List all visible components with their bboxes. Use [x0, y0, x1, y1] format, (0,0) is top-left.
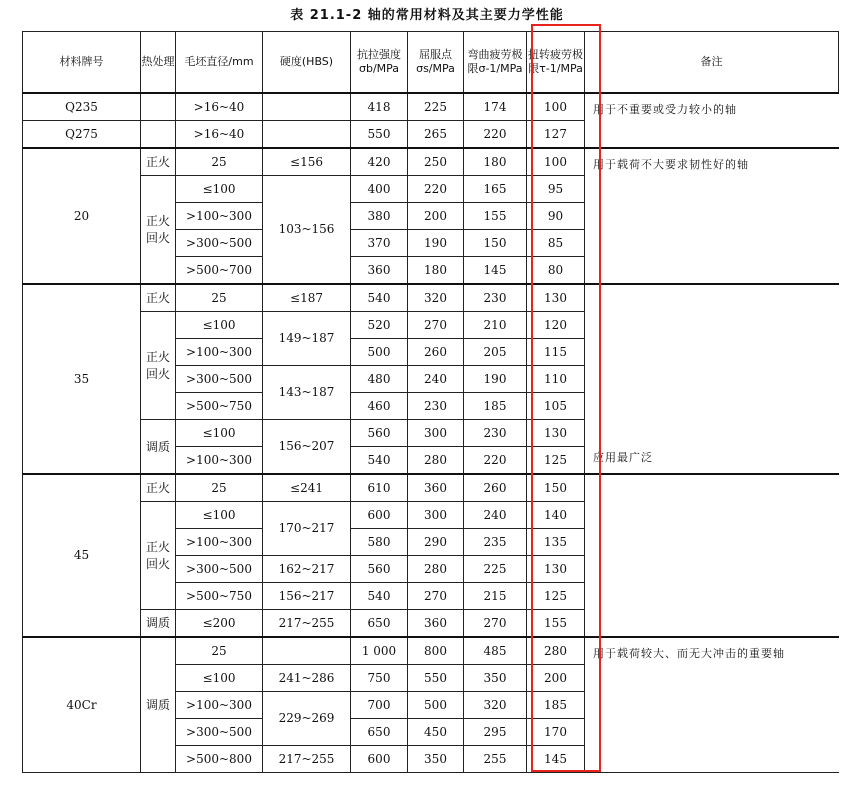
- cell-diameter: ≤100: [176, 419, 263, 446]
- cell-yield: 240: [408, 365, 464, 392]
- cell-bend: 205: [464, 338, 527, 365]
- cell-yield: 270: [408, 582, 464, 609]
- cell-yield: 500: [408, 691, 464, 718]
- header-yield: 屈服点σs/MPa: [408, 32, 464, 93]
- note-cell: [585, 474, 839, 637]
- cell-bend: 240: [464, 501, 527, 528]
- cell-tensile: 560: [351, 555, 408, 582]
- cell-heat: 调质: [141, 419, 176, 474]
- header-hardness: 硬度(HBS): [263, 32, 351, 93]
- cell-bend: 190: [464, 365, 527, 392]
- cell-torsion: 127: [527, 120, 585, 148]
- cell-diameter: >100~300: [176, 202, 263, 229]
- cell-material: 35: [23, 284, 141, 474]
- cell-tensile: 750: [351, 664, 408, 691]
- cell-diameter: >300~500: [176, 229, 263, 256]
- cell-hardness: 149~187: [263, 311, 351, 365]
- cell-tensile: 700: [351, 691, 408, 718]
- cell-heat: [141, 120, 176, 148]
- cell-bend: 220: [464, 446, 527, 474]
- cell-bend: 185: [464, 392, 527, 419]
- cell-tensile: 520: [351, 311, 408, 338]
- cell-heat: 调质: [141, 609, 176, 637]
- cell-torsion: 100: [527, 93, 585, 121]
- cell-diameter: 25: [176, 637, 263, 665]
- cell-torsion: 95: [527, 175, 585, 202]
- header-torsion: 扭转疲劳极限τ-1/MPa: [527, 32, 585, 93]
- cell-bend: 235: [464, 528, 527, 555]
- cell-diameter: >100~300: [176, 528, 263, 555]
- header-material: 材料牌号: [23, 32, 141, 93]
- cell-bend: 260: [464, 474, 527, 502]
- cell-yield: 360: [408, 474, 464, 502]
- cell-bend: 150: [464, 229, 527, 256]
- cell-yield: 270: [408, 311, 464, 338]
- cell-tensile: 540: [351, 446, 408, 474]
- cell-diameter: >16~40: [176, 93, 263, 121]
- cell-heat: 正火回火: [141, 311, 176, 419]
- cell-torsion: 170: [527, 718, 585, 745]
- cell-tensile: 650: [351, 609, 408, 637]
- cell-diameter: >100~300: [176, 691, 263, 718]
- cell-yield: 260: [408, 338, 464, 365]
- cell-tensile: 560: [351, 419, 408, 446]
- cell-bend: 145: [464, 256, 527, 284]
- cell-tensile: 370: [351, 229, 408, 256]
- note-cell: 用于不重要或受力较小的轴: [585, 93, 839, 148]
- cell-torsion: 115: [527, 338, 585, 365]
- cell-hardness: 217~255: [263, 609, 351, 637]
- cell-diameter: 25: [176, 474, 263, 502]
- cell-torsion: 145: [527, 745, 585, 772]
- cell-yield: 280: [408, 555, 464, 582]
- cell-bend: 174: [464, 93, 527, 121]
- cell-hardness: 241~286: [263, 664, 351, 691]
- cell-yield: 180: [408, 256, 464, 284]
- cell-bend: 220: [464, 120, 527, 148]
- header-row: [23, 32, 839, 93]
- cell-torsion: 110: [527, 365, 585, 392]
- header-tensile: 抗拉强度σb/MPa: [351, 32, 408, 93]
- cell-tensile: 550: [351, 120, 408, 148]
- table-row: [23, 148, 839, 176]
- cell-bend: 320: [464, 691, 527, 718]
- cell-torsion: 125: [527, 582, 585, 609]
- cell-bend: 155: [464, 202, 527, 229]
- cell-heat: 调质: [141, 637, 176, 773]
- cell-hardness: 217~255: [263, 745, 351, 772]
- cell-diameter: ≤100: [176, 175, 263, 202]
- cell-yield: 250: [408, 148, 464, 176]
- cell-tensile: 540: [351, 284, 408, 312]
- cell-torsion: 105: [527, 392, 585, 419]
- cell-torsion: 140: [527, 501, 585, 528]
- cell-torsion: 125: [527, 446, 585, 474]
- cell-heat: 正火: [141, 148, 176, 176]
- cell-yield: 200: [408, 202, 464, 229]
- cell-material: 45: [23, 474, 141, 637]
- cell-torsion: 85: [527, 229, 585, 256]
- cell-bend: 270: [464, 609, 527, 637]
- cell-heat: 正火回火: [141, 501, 176, 609]
- cell-bend: 225: [464, 555, 527, 582]
- cell-bend: 255: [464, 745, 527, 772]
- cell-yield: 225: [408, 93, 464, 121]
- table-row: [23, 284, 839, 312]
- cell-hardness: 103~156: [263, 175, 351, 284]
- cell-bend: 180: [464, 148, 527, 176]
- cell-heat: 正火: [141, 284, 176, 312]
- cell-bend: 295: [464, 718, 527, 745]
- cell-tensile: 1 000: [351, 637, 408, 665]
- materials-table: [22, 31, 839, 773]
- cell-yield: 350: [408, 745, 464, 772]
- cell-material: 40Cr: [23, 637, 141, 773]
- cell-diameter: ≤100: [176, 501, 263, 528]
- cell-bend: 485: [464, 637, 527, 665]
- cell-tensile: 420: [351, 148, 408, 176]
- cell-heat: 正火回火: [141, 175, 176, 284]
- header-diameter: 毛坯直径/mm: [176, 32, 263, 93]
- cell-diameter: >16~40: [176, 120, 263, 148]
- cell-hardness: [263, 93, 351, 121]
- table-row: [23, 474, 839, 502]
- cell-bend: 230: [464, 419, 527, 446]
- header-note: 备注: [585, 32, 839, 93]
- cell-bend: 215: [464, 582, 527, 609]
- cell-yield: 265: [408, 120, 464, 148]
- cell-yield: 190: [408, 229, 464, 256]
- cell-yield: 300: [408, 419, 464, 446]
- cell-hardness: 170~217: [263, 501, 351, 555]
- cell-tensile: 580: [351, 528, 408, 555]
- cell-torsion: 130: [527, 284, 585, 312]
- cell-yield: 320: [408, 284, 464, 312]
- cell-diameter: >100~300: [176, 446, 263, 474]
- cell-torsion: 150: [527, 474, 585, 502]
- cell-yield: 290: [408, 528, 464, 555]
- cell-yield: 280: [408, 446, 464, 474]
- cell-yield: 360: [408, 609, 464, 637]
- cell-bend: 210: [464, 311, 527, 338]
- note-cell: 用于载荷较大、而无大冲击的重要轴: [585, 637, 839, 773]
- cell-hardness: 229~269: [263, 691, 351, 745]
- cell-hardness: 156~207: [263, 419, 351, 474]
- cell-tensile: 480: [351, 365, 408, 392]
- cell-diameter: ≤100: [176, 664, 263, 691]
- cell-hardness: [263, 120, 351, 148]
- cell-tensile: 400: [351, 175, 408, 202]
- note-cell: 用于载荷不大要求韧性好的轴: [585, 148, 839, 284]
- cell-torsion: 130: [527, 419, 585, 446]
- cell-tensile: 460: [351, 392, 408, 419]
- cell-tensile: 600: [351, 745, 408, 772]
- table-row: [23, 637, 839, 665]
- cell-tensile: 418: [351, 93, 408, 121]
- table-title: 表 21.1-2 轴的常用材料及其主要力学性能: [290, 8, 564, 23]
- cell-diameter: >100~300: [176, 338, 263, 365]
- cell-torsion: 280: [527, 637, 585, 665]
- cell-tensile: 610: [351, 474, 408, 502]
- cell-tensile: 650: [351, 718, 408, 745]
- cell-torsion: 155: [527, 609, 585, 637]
- cell-heat: [141, 93, 176, 121]
- cell-torsion: 100: [527, 148, 585, 176]
- cell-torsion: 185: [527, 691, 585, 718]
- cell-yield: 450: [408, 718, 464, 745]
- cell-bend: 350: [464, 664, 527, 691]
- cell-material: 20: [23, 148, 141, 284]
- cell-material: Q275: [23, 120, 141, 148]
- cell-torsion: 90: [527, 202, 585, 229]
- cell-yield: 550: [408, 664, 464, 691]
- cell-bend: 230: [464, 284, 527, 312]
- cell-hardness: ≤156: [263, 148, 351, 176]
- cell-bend: 165: [464, 175, 527, 202]
- cell-diameter: >300~500: [176, 555, 263, 582]
- cell-torsion: 120: [527, 311, 585, 338]
- cell-torsion: 200: [527, 664, 585, 691]
- cell-diameter: >500~700: [176, 256, 263, 284]
- cell-diameter: ≤100: [176, 311, 263, 338]
- cell-diameter: >500~750: [176, 582, 263, 609]
- cell-hardness: 156~217: [263, 582, 351, 609]
- header-heat: 热处理: [141, 32, 176, 93]
- table-row: [23, 93, 839, 121]
- cell-hardness: [263, 637, 351, 665]
- cell-torsion: 135: [527, 528, 585, 555]
- cell-diameter: >300~500: [176, 718, 263, 745]
- cell-torsion: 130: [527, 555, 585, 582]
- cell-diameter: >500~800: [176, 745, 263, 772]
- header-bend: 弯曲疲劳极限σ-1/MPa: [464, 32, 527, 93]
- cell-hardness: ≤187: [263, 284, 351, 312]
- cell-hardness: 162~217: [263, 555, 351, 582]
- cell-diameter: 25: [176, 148, 263, 176]
- note-cell: 应用最广泛: [585, 284, 839, 474]
- cell-tensile: 360: [351, 256, 408, 284]
- cell-torsion: 80: [527, 256, 585, 284]
- cell-tensile: 380: [351, 202, 408, 229]
- cell-tensile: 500: [351, 338, 408, 365]
- cell-yield: 300: [408, 501, 464, 528]
- cell-material: Q235: [23, 93, 141, 121]
- cell-diameter: ≤200: [176, 609, 263, 637]
- cell-tensile: 600: [351, 501, 408, 528]
- cell-diameter: >300~500: [176, 365, 263, 392]
- cell-yield: 220: [408, 175, 464, 202]
- cell-yield: 800: [408, 637, 464, 665]
- cell-hardness: ≤241: [263, 474, 351, 502]
- cell-heat: 正火: [141, 474, 176, 502]
- cell-hardness: 143~187: [263, 365, 351, 419]
- cell-tensile: 540: [351, 582, 408, 609]
- cell-diameter: 25: [176, 284, 263, 312]
- cell-yield: 230: [408, 392, 464, 419]
- cell-diameter: >500~750: [176, 392, 263, 419]
